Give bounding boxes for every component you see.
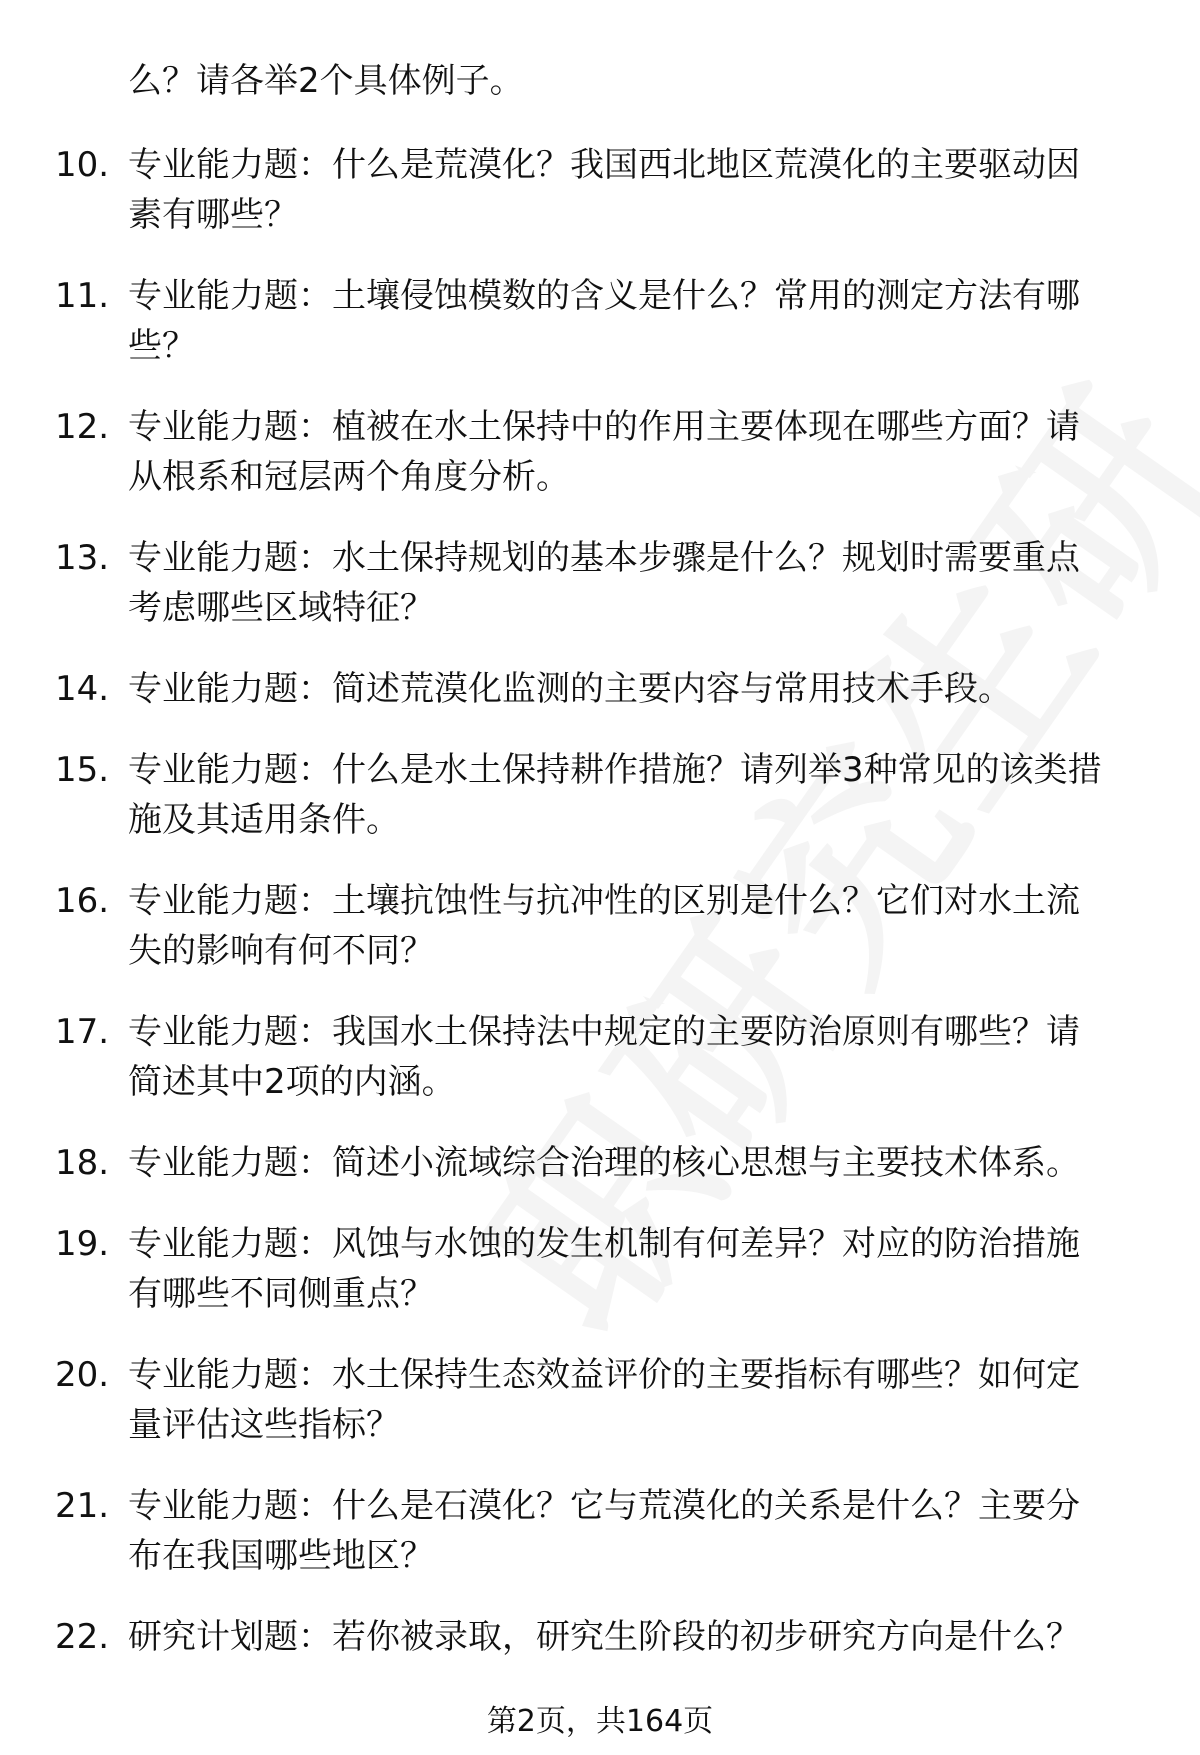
question-item [0, 402, 1200, 502]
question-text: 专业能力题：我国水土保持法中规定的主要防治原则有哪些？请 简述其中2项的内涵。 [128, 1012, 1080, 1102]
question-text: 专业能力题：风蚀与水蚀的发生机制有何差异？对应的防治措施 有哪些不同侧重点？ [128, 1224, 1080, 1314]
question-text: 专业能力题：水土保持生态效益评价的主要指标有哪些？如何定 量评估这些指标？ [128, 1355, 1080, 1445]
question-text: 专业能力题：水土保持规划的基本步骤是什么？规划时需要重点 考虑哪些区域特征？ [128, 538, 1080, 628]
question-number: 19. [55, 1224, 110, 1264]
question-text: 专业能力题：简述小流域综合治理的核心思想与主要技术体系。 [128, 1143, 1080, 1183]
question-text: 专业能力题：什么是荒漠化？我国西北地区荒漠化的主要驱动因 素有哪些？ [128, 145, 1080, 235]
page-footer: 第2页，共164页 [486, 1704, 714, 1739]
question-number: 14. [55, 669, 110, 709]
question-number: 21. [55, 1486, 110, 1526]
question-item [0, 1612, 1200, 1662]
question-number: 16. [55, 881, 110, 921]
continuation-line: 么？请各举2个具体例子。 [128, 61, 524, 101]
question-item [0, 1138, 1200, 1188]
question-number: 13. [55, 538, 110, 578]
question-number: 17. [55, 1012, 110, 1052]
question-text: 专业能力题：简述荒漠化监测的主要内容与常用技术手段。 [128, 669, 1012, 709]
question-text: 专业能力题：什么是水土保持耕作措施？请列举3种常见的该类措 施及其适用条件。 [128, 750, 1102, 840]
question-item [0, 664, 1200, 714]
question-number: 22. [55, 1617, 110, 1657]
question-item [0, 1350, 1200, 1450]
question-item [0, 1481, 1200, 1581]
question-text: 专业能力题：土壤侵蚀模数的含义是什么？常用的测定方法有哪 些？ [128, 276, 1080, 366]
question-item [0, 1219, 1200, 1319]
question-number: 18. [55, 1143, 110, 1183]
question-item [0, 1007, 1200, 1107]
question-text: 专业能力题：什么是石漠化？它与荒漠化的关系是什么？主要分 布在我国哪些地区？ [128, 1486, 1080, 1576]
question-number: 20. [55, 1355, 110, 1395]
question-item [0, 745, 1200, 845]
question-item [0, 533, 1200, 633]
question-number: 12. [55, 407, 110, 447]
question-text: 专业能力题：土壤抗蚀性与抗冲性的区别是什么？它们对水土流 失的影响有何不同？ [128, 881, 1080, 971]
question-text: 专业能力题：植被在水土保持中的作用主要体现在哪些方面？请 从根系和冠层两个角度分析。 [128, 407, 1080, 497]
question-item [0, 876, 1200, 976]
question-number: 10. [55, 145, 110, 185]
question-list [0, 140, 1200, 1693]
question-item [0, 271, 1200, 371]
question-number: 11. [55, 276, 110, 316]
question-item [0, 140, 1200, 240]
question-number: 15. [55, 750, 110, 790]
question-text: 研究计划题：若你被录取，研究生阶段的初步研究方向是什么？ [128, 1617, 1080, 1657]
